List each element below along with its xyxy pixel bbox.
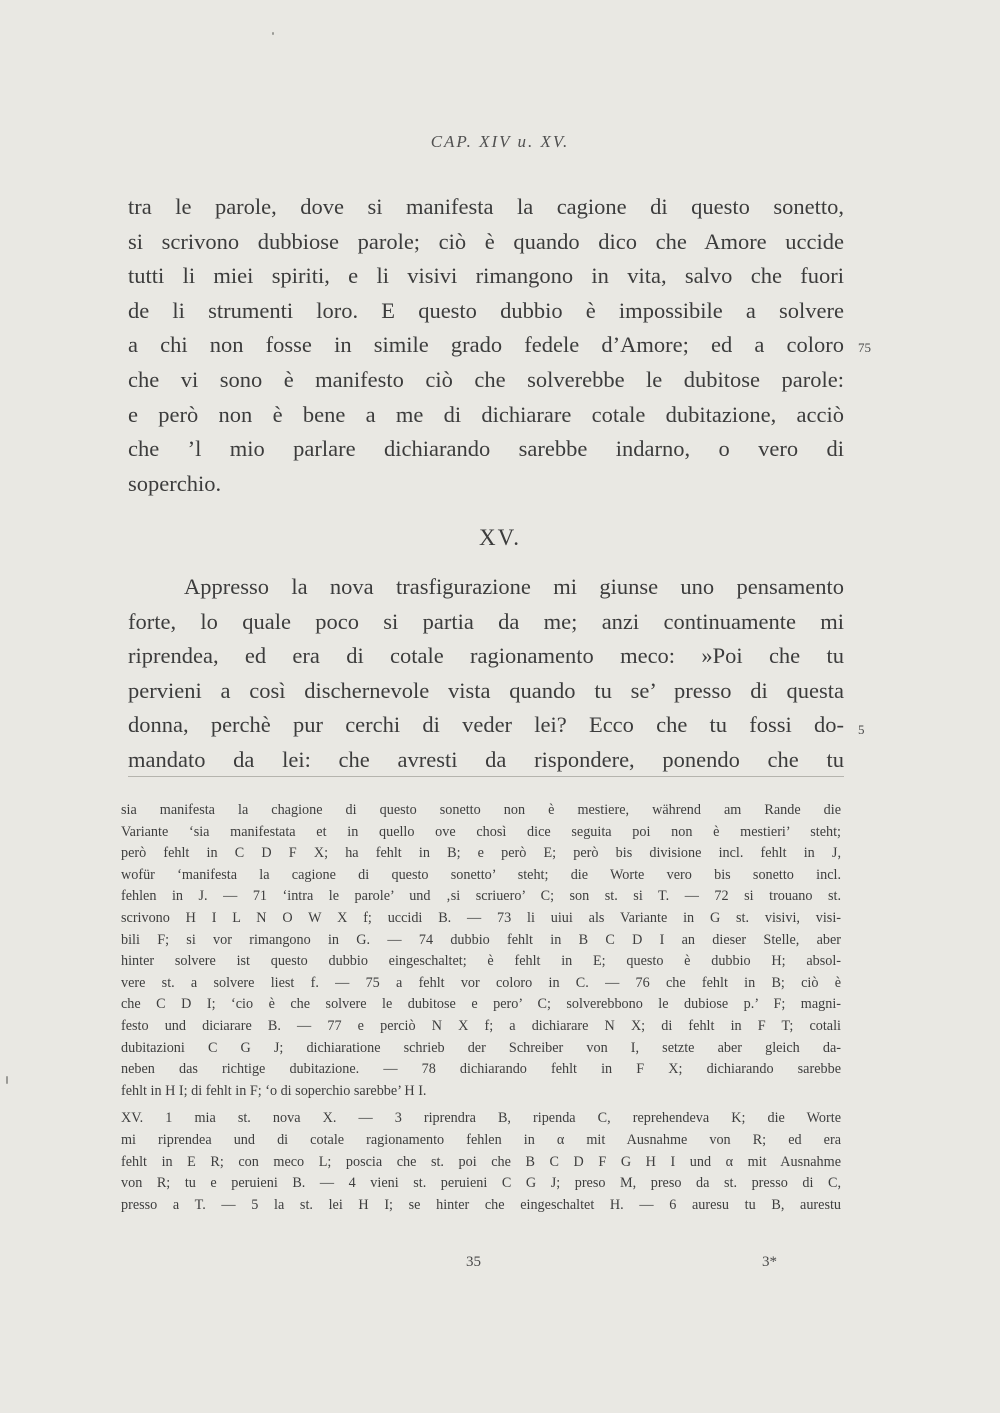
note-line: hinter solvere ist questo dubbio eingeschaltet; è fehlt in E; questo è dubbio H; absol- bbox=[121, 953, 841, 970]
text-line: e però non è bene a me di dichiarare cotale dubitazione, acciò bbox=[128, 401, 844, 427]
main-text-chapter-xiv bbox=[128, 190, 844, 501]
note-line: sia manifesta la chagione di questo sonetto non è mestiere, während am Rande die bbox=[121, 802, 841, 818]
note-line: XV. 1 mia st. nova X. — 3 riprendra B, ripenda C, reprehendeva K; die Worte bbox=[121, 1110, 841, 1127]
note-line: wofür ‘manifesta la cagione di questo sonetto’ steht; die Worte vero bis sonetto incl. bbox=[121, 866, 841, 883]
note-line: però fehlt in C D F X; ha fehlt in B; e però E; però bis divisione incl. fehlt in J, bbox=[121, 845, 841, 862]
text-line: donna, perchè pur cerchi di veder lei? Ecco che tu fossi do- bbox=[128, 712, 844, 738]
paper-speck bbox=[6, 1076, 8, 1084]
note-line: mi riprendea und di cotale ragionamento fehlen in α mit Ausnahme von R; ed era bbox=[121, 1131, 841, 1148]
page-number: 35 bbox=[466, 1254, 481, 1270]
note-line: von R; tu e peruieni B. — 4 vieni st. peruieni C G J; preso M, preso da st. presso di C, bbox=[121, 1175, 841, 1192]
margin-line-number: 5 bbox=[858, 722, 865, 737]
running-head: CAP. XIV u. XV. bbox=[430, 132, 570, 151]
text-line: tutti li miei spiriti, e li visivi rimangono in vita, salvo che fuori bbox=[128, 263, 844, 289]
paper-speck bbox=[272, 32, 274, 35]
text-line: pervieni a così dischernevole vista quando tu se’ presso di questa bbox=[128, 677, 844, 703]
text-line: soperchio. bbox=[128, 470, 222, 496]
note-line: vere st. a solvere liest f. — 75 a fehlt vor coloro in C. — 76 che fehlt in B; ciò è bbox=[121, 974, 841, 991]
signature-mark: 3* bbox=[762, 1254, 777, 1270]
note-line: scrivono H I L N O W X f; uccidi B. — 73 li uiui als Variante in G st. visivi, visi- bbox=[121, 909, 841, 926]
text-line: tra le parole, dove si manifesta la cagione di questo sonetto, bbox=[128, 194, 844, 219]
text-line: riprendea, ed era di cotale ragionamento meco: »Poi che tu bbox=[128, 643, 844, 669]
main-text-chapter-xv bbox=[128, 570, 844, 778]
text-line: che ’l mio parlare dichiarando sarebbe indarno, o vero di bbox=[128, 436, 844, 462]
text-line: a chi non fosse in simile grado fedele d’Amore; ed a coloro bbox=[128, 332, 844, 358]
section-heading: XV. bbox=[478, 525, 521, 550]
margin-line-number: 75 bbox=[858, 340, 871, 355]
note-line: che C D I; ‘cio è che solvere le dubitose e pero’ C; solverebbono le dubiose p.’ F; magni- bbox=[121, 996, 841, 1013]
note-line: Variante ‘sia manifestata et in quello ove chosì dice seguita poi non è mestieri’ steht; bbox=[121, 823, 841, 840]
note-line: neben das richtige dubitazione. — 78 dichiarando fehlt in F X; dichiarando sarebbe bbox=[121, 1061, 841, 1078]
text-line: mandato da lei: che avresti da rispondere, ponendo che tu bbox=[128, 746, 844, 772]
text-line: che vi sono è manifesto ciò che solverebbe le dubitose parole: bbox=[128, 366, 844, 392]
footnote-divider bbox=[128, 776, 844, 777]
text-line: Appresso la nova trasfigurazione mi giunse uno pensamento bbox=[184, 574, 844, 599]
note-line: fehlen in J. — 71 ‘intra le parole’ und ‚si scriuero’ C; son st. si T. — 72 si trouano st. bbox=[121, 888, 841, 905]
note-line: festo und diciarare B. — 77 e perciò N X f; a dichiarare N X; di fehlt in F T; cotali bbox=[121, 1017, 841, 1034]
text-line: de li strumenti loro. E questo dubbio è impossibile a solvere bbox=[128, 297, 844, 323]
critical-apparatus bbox=[121, 800, 841, 1216]
note-line: presso a T. — 5 la st. lei H I; se hinter che eingeschaltet H. — 6 auresu tu B, aurestu bbox=[121, 1196, 841, 1213]
text-line: forte, lo quale poco si partia da me; anzi continuamente mi bbox=[128, 608, 844, 634]
note-line: dubitazioni C G J; dichiaratione schrieb der Schreiber von I, setzte aber gleich da- bbox=[121, 1039, 841, 1056]
note-line: fehlt in H I; di fehlt in F; ‘o di soperchio sarebbe’ H I. bbox=[121, 1082, 427, 1099]
text-line: si scrivono dubbiose parole; ciò è quando dico che Amore uccide bbox=[128, 228, 844, 254]
note-line: fehlt in E R; con meco L; poscia che st. poi che B C D F G H I und α mit Ausnahme bbox=[121, 1153, 841, 1170]
note-line: bili F; si vor rimangono in G. — 74 dubbio fehlt in B C D I an dieser Stelle, aber bbox=[121, 931, 841, 948]
